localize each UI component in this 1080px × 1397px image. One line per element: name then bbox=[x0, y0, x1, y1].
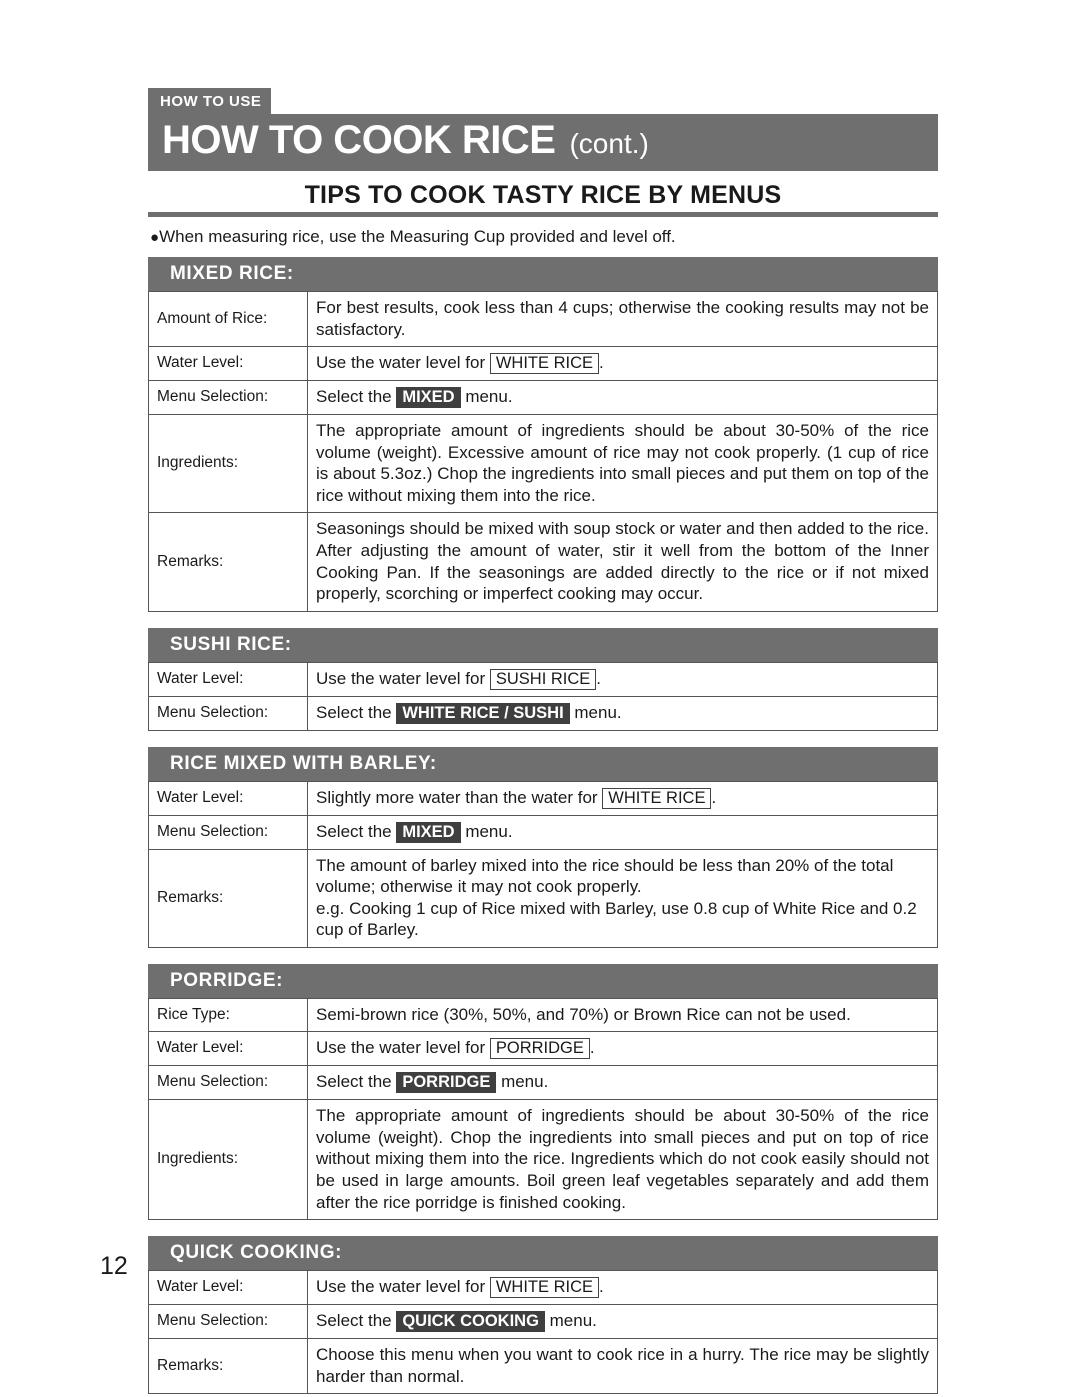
table-row bbox=[149, 696, 938, 730]
table-row bbox=[149, 381, 938, 415]
control-key-label: QUICK COOKING bbox=[396, 1311, 545, 1332]
table-row bbox=[149, 998, 938, 1032]
table-row bbox=[149, 292, 938, 347]
section-heading: SUSHI RICE: bbox=[148, 628, 938, 662]
row-label: Water Level: bbox=[149, 662, 308, 696]
section-heading: RICE MIXED WITH BARLEY: bbox=[148, 747, 938, 781]
bullet-icon: ● bbox=[150, 229, 160, 247]
sections-container bbox=[148, 257, 938, 1394]
row-label: Water Level: bbox=[149, 1032, 308, 1066]
row-label: Ingredients: bbox=[149, 1100, 308, 1220]
row-value bbox=[308, 1305, 938, 1339]
row-text-suffix: menu. bbox=[460, 387, 513, 407]
table-row bbox=[149, 1305, 938, 1339]
row-label: Amount of Rice: bbox=[149, 292, 308, 347]
row-value: For best results, cook less than 4 cups; otherwise the cooking results may not be satisfactory. bbox=[308, 292, 938, 347]
row-value bbox=[308, 347, 938, 381]
row-label: Remarks: bbox=[149, 513, 308, 611]
measuring-note-text: When measuring rice, use the Measuring Cup provided and level off. bbox=[159, 227, 676, 246]
table-row bbox=[149, 1339, 938, 1394]
page-content bbox=[148, 88, 938, 1394]
section-table bbox=[148, 291, 938, 612]
row-label: Ingredients: bbox=[149, 415, 308, 513]
control-key-label: WHITE RICE bbox=[602, 788, 711, 809]
row-value bbox=[308, 1066, 938, 1100]
row-value bbox=[308, 781, 938, 815]
row-label: Menu Selection: bbox=[149, 696, 308, 730]
row-text-prefix: Use the water level for bbox=[316, 1038, 490, 1058]
control-key-label: WHITE RICE / SUSHI bbox=[396, 703, 569, 724]
row-value: Seasonings should be mixed with soup stock or water and then added to the rice. After adjusting the amount of water, stir it well from the bottom of the Inner Cooking Pan. If the seasonings are added directly to the rice or if not mixed properly, scorching or imperfect cooking may occur. bbox=[308, 513, 938, 611]
section-table bbox=[148, 1270, 938, 1394]
row-label: Menu Selection: bbox=[149, 1305, 308, 1339]
table-row bbox=[149, 1032, 938, 1066]
row-text-suffix: . bbox=[711, 787, 717, 807]
row-value bbox=[308, 815, 938, 849]
row-text-suffix: . bbox=[589, 1038, 595, 1058]
page-title-bar bbox=[148, 114, 938, 171]
control-key-label: WHITE RICE bbox=[490, 1277, 599, 1298]
section-table bbox=[148, 662, 938, 731]
table-row bbox=[149, 347, 938, 381]
page-subtitle: TIPS TO COOK TASTY RICE BY MENUS bbox=[304, 181, 782, 209]
row-text-line: e.g. Cooking 1 cup of Rice mixed with Barley, use 0.8 cup of White Rice and 0.2 cup of Barley. bbox=[316, 898, 917, 940]
row-label: Menu Selection: bbox=[149, 815, 308, 849]
row-text-line: The amount of barley mixed into the rice should be less than 20% of the total volume; otherwise it may not cook properly. bbox=[316, 855, 894, 897]
control-key-label: SUSHI RICE bbox=[490, 669, 596, 690]
row-text-prefix: Use the water level for bbox=[316, 668, 490, 688]
page-title: HOW TO COOK RICE bbox=[162, 118, 556, 162]
row-label: Remarks: bbox=[149, 849, 308, 947]
row-text-suffix: . bbox=[596, 668, 602, 688]
row-label: Water Level: bbox=[149, 347, 308, 381]
section-heading: PORRIDGE: bbox=[148, 964, 938, 998]
row-text-suffix: menu. bbox=[569, 702, 622, 722]
row-label: Water Level: bbox=[149, 1271, 308, 1305]
table-row bbox=[149, 1066, 938, 1100]
table-row bbox=[149, 1271, 938, 1305]
row-text-suffix: . bbox=[599, 353, 604, 373]
control-key-label: MIXED bbox=[396, 822, 460, 843]
row-text-suffix: menu. bbox=[544, 1311, 597, 1331]
row-label: Water Level: bbox=[149, 781, 308, 815]
row-text-prefix: Select the bbox=[316, 702, 397, 722]
table-row bbox=[149, 662, 938, 696]
section-table bbox=[148, 781, 938, 948]
row-label: Menu Selection: bbox=[149, 1066, 308, 1100]
page-number: 12 bbox=[100, 1252, 128, 1280]
row-label: Remarks: bbox=[149, 1339, 308, 1394]
row-value bbox=[308, 662, 938, 696]
row-text-prefix: Select the bbox=[316, 1072, 397, 1092]
row-text-prefix: Select the bbox=[316, 387, 397, 407]
control-key-label: PORRIDGE bbox=[490, 1038, 590, 1059]
header-block bbox=[148, 88, 938, 247]
row-value bbox=[308, 696, 938, 730]
section-heading: QUICK COOKING: bbox=[148, 1236, 938, 1270]
control-key-label: MIXED bbox=[396, 387, 460, 408]
section-table bbox=[148, 998, 938, 1220]
control-key-label: WHITE RICE bbox=[490, 353, 599, 374]
row-text-prefix: Use the water level for bbox=[316, 353, 490, 373]
row-text-suffix: . bbox=[599, 1277, 604, 1297]
row-text-suffix: menu. bbox=[460, 821, 513, 841]
control-key-label: PORRIDGE bbox=[396, 1072, 496, 1093]
table-row bbox=[149, 415, 938, 513]
row-text-prefix: Use the water level for bbox=[316, 1277, 490, 1297]
row-value: Choose this menu when you want to cook rice in a hurry. The rice may be slightly harder than normal. bbox=[308, 1339, 938, 1394]
row-value bbox=[308, 849, 938, 947]
table-row bbox=[149, 849, 938, 947]
row-value bbox=[308, 381, 938, 415]
row-text-suffix: menu. bbox=[496, 1072, 549, 1092]
row-value: The appropriate amount of ingredients should be about 30-50% of the rice volume (weight). Excessive amount of rice may not cook properly. (1 cup of rice is about 5.3oz.) Chop the ingredients into small pieces and put them on top of the rice without mixing them into the rice. bbox=[308, 415, 938, 513]
row-value bbox=[308, 1032, 938, 1066]
page-title-continued: (cont.) bbox=[569, 128, 649, 159]
row-text-prefix: Select the bbox=[316, 1311, 397, 1331]
subtitle-divider bbox=[148, 212, 938, 217]
row-text-prefix: Slightly more water than the water for bbox=[316, 787, 603, 807]
measuring-note bbox=[150, 227, 938, 247]
row-label: Menu Selection: bbox=[149, 381, 308, 415]
row-text-prefix: Select the bbox=[316, 821, 397, 841]
row-value: Semi-brown rice (30%, 50%, and 70%) or Brown Rice can not be used. bbox=[308, 998, 938, 1032]
table-row bbox=[149, 815, 938, 849]
section-eyebrow: HOW TO USE bbox=[148, 88, 271, 114]
table-row bbox=[149, 1100, 938, 1220]
row-value: The appropriate amount of ingredients should be about 30-50% of the rice volume (weight). Chop the ingredients into small pieces and put on top of rice without mixing them into the rice. Ingredients which do not cook easily should not be used in large amounts. Boil green leaf vegetables separately and add them after the rice porridge is finished cooking. bbox=[308, 1100, 938, 1220]
table-row bbox=[149, 513, 938, 611]
row-value bbox=[308, 1271, 938, 1305]
row-label: Rice Type: bbox=[149, 998, 308, 1032]
section-heading: MIXED RICE: bbox=[148, 257, 938, 291]
table-row bbox=[149, 781, 938, 815]
